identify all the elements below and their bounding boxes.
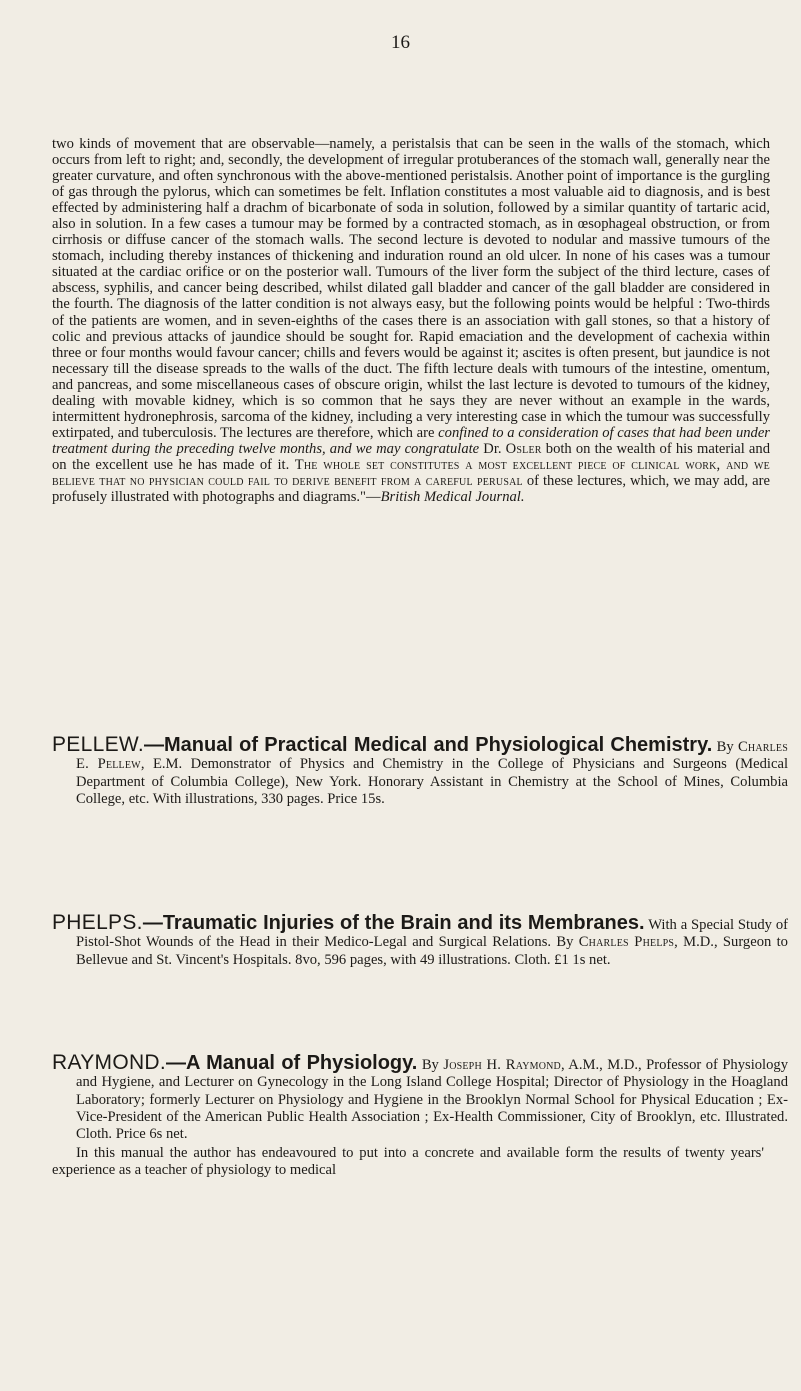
entry-author-full: Charles Phelps — [578, 934, 675, 951]
entry-details: , M.D., Surgeon to Bellevue and St. Vincent's Hospitals. 8vo, 596 pages, with 49 illustrations. Cloth. £1 1s net. — [76, 934, 788, 968]
osler-name: Osler — [505, 440, 542, 457]
entry-title: —A Manual of Physiology. — [166, 1052, 418, 1074]
review-italic: confined to a consideration of cases that had been under treatment during the preceding twelve months, and we may congratulate — [52, 424, 770, 457]
entry-details: , A.M., M.D., Professor of Physiology and Hygiene, and Lecturer on Gynecology in the Long Island College Hospital; Director of Physiology in the Hoagland Laboratory; formerly Lecturer on Physiology and Hygiene in the Brooklyn Normal School for Physical Education ; Ex-Vice-President of the American Public Health Association ; Ex-Health Commissioner, City of Brooklyn, etc. Illustrated. Cloth. Price 6s net. — [76, 1057, 789, 1143]
entry-author-full: Joseph H. Raymond — [443, 1057, 561, 1073]
review-emphasis: The whole set constitutes a most excellent piece of clinical work, and we believe that no physician could fail to derive benefit from a careful perusal — [52, 456, 770, 489]
entry-title: —Manual of Practical Medical and Physiological Chemistry. — [143, 734, 713, 756]
book-entry-pellew: PELLEW.—Manual of Practical Medical and Physiological Chemistry. By Charles E. Pellew, E.M. Demonstrator of Physics and Chemistry in the College of Physicians and Surgeons (Medical Department of Columbia College), New York. Honorary Assistant in Chemistry at the School of Mines, Columbia College, etc. With illustrations, 330 pages. Price 15s. — [52, 733, 788, 807]
entry-author-full: Charles E. Pellew — [76, 739, 788, 773]
page-number: 16 — [391, 32, 410, 53]
review-text: two kinds of movement that are observable—namely, a peristalsis that can be seen in the walls of the stomach, which occurs from left to right; and, secondly, the development of irregular protuberances of the stomach wall, generally near the greater curvature, and often synchronous with the above-mentioned peristalsis. Another point of importance is the gurgling of gas through the pylorus, which can sometimes be felt. Inflation constitutes a most valuable aid to diagnosis, and is best effected by administering half a drachm of bicarbonate of soda in solution, followed by a similar quantity of tartaric acid, also in solution. In a few cases a tumour may be formed by a contracted stomach, as in œsophageal obstruction, or from cirrhosis or diffuse cancer of the stomach walls. The second lecture is devoted to nodular and massive tumours of the stomach, including thereby instances of thickening and induration round an old ulcer. In none of his cases was a tumour situated at the cardiac orifice or on the posterior wall. Tumours of the liver form the subject of the third lecture, cases of abscess, syphilis, and cancer being described, whilst dilated gall bladder and cancer of the gall bladder are considered in the fourth. The diagnosis of the latter condition is not always easy, but the following points would be helpful : Two-thirds of the patients are women, and in seven-eighths of the cases there is an association with gall stones, so that a history of colic and previous attacks of jaundice should be sought for. Rapid emaciation and the development of cachexia within three or four months would favour cancer; chills and fevers would be against it; ascites is often present, but jaundice is not necessary till the disease spreads to the walls of the duct. The fifth lecture deals with tumours of the intestine, omentum, and pancreas, and some miscellaneous cases of obscure origin, whilst the last lecture is devoted to tumours of the kidney, dealing with movable kidney, which is so common that he says they are never without an example in the wards, intermittent hydronephrosis, sarcoma of the kidney, including a very interesting case in which the tumour was successfully extirpated, and tuberculosis. The lectures are therefore, which are — [52, 136, 770, 441]
entry-details: , E.M. Demonstrator of Physics and Chemistry in the College of Physicians and Surgeons (Medical Department of Columbia College), New York. Honorary Assistant in Chemistry at the School of Mines, Columbia College, etc. With illustrations, 330 pages. Price 15s. — [76, 756, 788, 807]
review-source: British Medical Journal. — [380, 489, 525, 506]
entry-author: RAYMOND. — [52, 1051, 167, 1074]
raymond-note: In this manual the author has endeavoured to put into a concrete and available form the results of twenty years' experience as a teacher of physiology to medical — [52, 1145, 764, 1179]
book-entry-raymond: RAYMOND.—A Manual of Physiology. By Joseph H. Raymond, A.M., M.D., Professor of Physiology and Hygiene, and Lecturer on Gynecology in the Long Island College Hospital; Director of Physiology in the Hoagland Laboratory; formerly Lecturer on Physiology and Hygiene in the Brooklyn Normal School for Physical Education ; Ex-Vice-President of the American Public Health Association ; Ex-Health Commissioner, City of Brooklyn, etc. Illustrated. Cloth. Price 6s net. — [52, 1051, 789, 1143]
entry-author: PHELPS. — [52, 911, 143, 934]
entry-author: PELLEW. — [52, 733, 144, 756]
entry-details: With a Special Study of Pistol-Shot Wounds of the Head in their Medico-Legal and Surgical Relations. By — [76, 917, 788, 951]
review-paragraph: two kinds of movement that are observable—namely, a peristalsis that can be seen in the walls of the stomach, which occurs from left to right; and, secondly, the development of irregular protuberances of the stomach wall, generally near the greater curvature, and often synchronous with the above-mentioned peristalsis. Another point of importance is the gurgling of gas through the pylorus, which can sometimes be felt. Inflation constitutes a most valuable aid to diagnosis, and is best effected by administering half a drachm of bicarbonate of soda in solution, followed by a similar quantity of tartaric acid, also in solution. In a few cases a tumour may be formed by a contracted stomach, as in œsophageal obstruction, or from cirrhosis or diffuse cancer of the stomach walls. The second lecture is devoted to nodular and massive tumours of the stomach, including thereby instances of thickening and induration round an old ulcer. In none of his cases was a tumour situated at the cardiac orifice or on the posterior wall. Tumours of the liver form the subject of the third lecture, cases of abscess, syphilis, and cancer being described, whilst dilated gall bladder and cancer of the gall bladder are considered in the fourth. The diagnosis of the latter condition is not always easy, but the following points would be helpful : Two-thirds of the patients are women, and in seven-eighths of the cases there is an association with gall stones, so that a history of colic and previous attacks of jaundice should be sought for. Rapid emaciation and the development of cachexia within three or four months would favour cancer; chills and fevers would be against it; ascites is often present, but jaundice is not necessary till the disease spreads to the walls of the duct. The fifth lecture deals with tumours of the intestine, omentum, and pancreas, and some miscellaneous cases of obscure origin, whilst the last lecture is devoted to tumours of the kidney, dealing with movable kidney, which is so common that he says they are never without an example in the wards, intermittent hydronephrosis, sarcoma of the kidney, including a very interesting case in which the tumour was successfully extirpated, and tuberculosis. The lectures are therefore, which are confined to a consideration of cases that had been under treatment during the preceding twelve months, and we may congratulate Dr. Osler both on the wealth of his material and on the excellent use he has made of it. The whole set constitutes a most excellent piece of clinical work, and we believe that no physician could fail to derive benefit from a careful perusal of these lectures, which, we may add, are profusely illustrated with photographs and diagrams."—British Medical Journal. — [52, 136, 770, 506]
entry-title: —Traumatic Injuries of the Brain and its Membranes. — [142, 912, 645, 934]
book-entry-phelps — [52, 911, 788, 969]
